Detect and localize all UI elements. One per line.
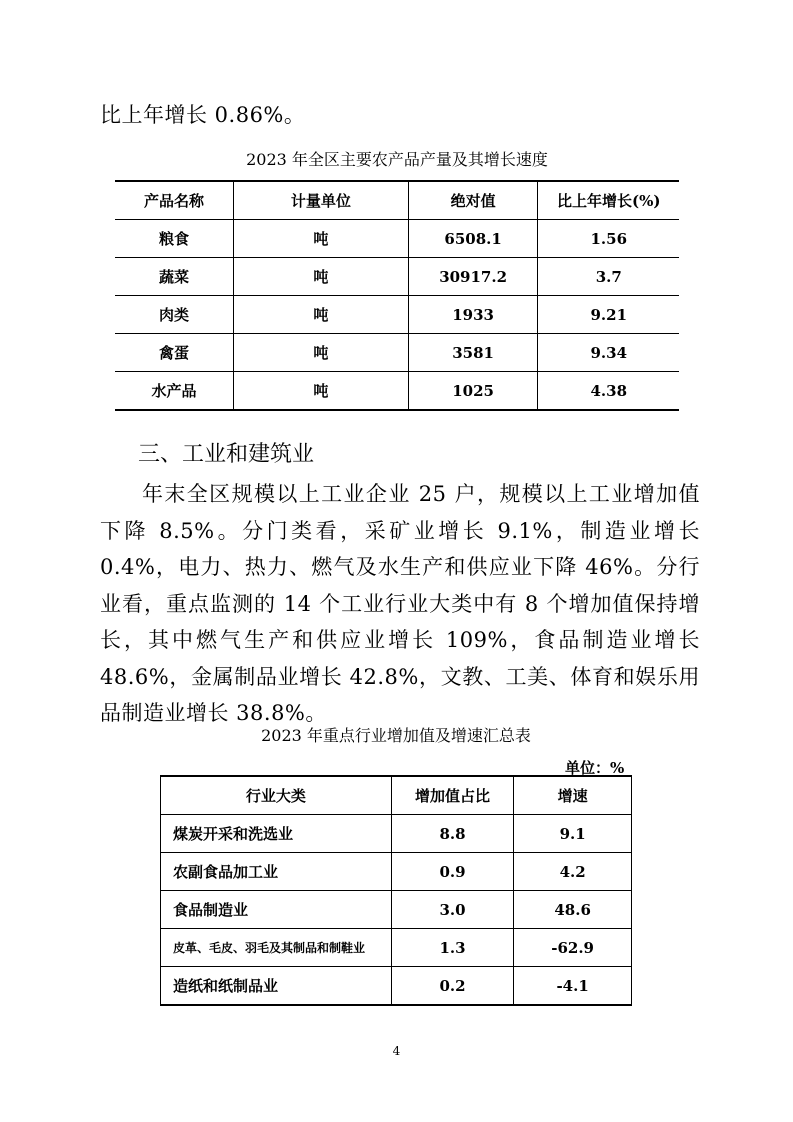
table-header-row [115, 181, 679, 220]
table-cell: 吨 [233, 296, 408, 334]
table-cell: 农副食品加工业 [161, 853, 392, 891]
table-row [115, 296, 679, 334]
table-cell: 4.38 [538, 372, 679, 411]
table2-caption: 2023 年重点行业增加值及增速汇总表 [261, 726, 531, 745]
industry-paragraph: 年末全区规模以上工业企业 25 户，规模以上工业增加值下降 8.5%。分门类看，采矿业增长 9.1%，制造业增长 0.4%，电力、热力、燃气及水生产和供应业下降 46%。分行业看，重点监测的 14 个工业行业大类中有 8 个增加值保持增长，其中燃气生产和供应业增长 109%，食品制造业增长 48.6%，金属制品业增长 42.8%，文教、工美、体育和娱乐用品制造业增长 38.8%。 [100, 482, 700, 725]
table-cell: 0.2 [391, 967, 513, 1006]
table-cell: 1.56 [538, 220, 679, 258]
header-cell: 行业大类 [161, 776, 392, 815]
table-cell: 9.34 [538, 334, 679, 372]
table-cell: 食品制造业 [161, 891, 392, 929]
table-cell: 蔬菜 [115, 258, 233, 296]
table1-caption: 2023 年全区主要农产品产量及其增长速度 [246, 150, 548, 169]
table-row [161, 967, 632, 1006]
table-cell: 3.7 [538, 258, 679, 296]
table-row [115, 372, 679, 411]
table-row [161, 815, 632, 853]
table-cell: -62.9 [514, 929, 632, 967]
table-cell: 皮革、毛皮、羽毛及其制品和制鞋业 [161, 929, 392, 967]
table-cell: 禽蛋 [115, 334, 233, 372]
table-cell: 1025 [408, 372, 538, 411]
header-cell: 产品名称 [115, 181, 233, 220]
table-cell: 1.3 [391, 929, 513, 967]
header-cell: 计量单位 [233, 181, 408, 220]
table-cell: 1933 [408, 296, 538, 334]
table-header-row [161, 776, 632, 815]
table-cell: 8.8 [391, 815, 513, 853]
table-cell: -4.1 [514, 967, 632, 1006]
section-heading: 三、工业和建筑业 [138, 442, 315, 467]
table-cell: 吨 [233, 372, 408, 411]
table-row [161, 929, 632, 967]
table-cell: 3.0 [391, 891, 513, 929]
table-cell: 水产品 [115, 372, 233, 411]
table-row [161, 891, 632, 929]
header-cell: 增加值占比 [391, 776, 513, 815]
table-cell: 9.21 [538, 296, 679, 334]
table-cell: 9.1 [514, 815, 632, 853]
header-cell: 增速 [514, 776, 632, 815]
table-row [115, 220, 679, 258]
table2-unit-label: 单位：% [565, 759, 625, 777]
industry-value-added-table [160, 775, 632, 1006]
table-cell: 肉类 [115, 296, 233, 334]
header-cell: 比上年增长(%) [538, 181, 679, 220]
intro-paragraph-tail: 比上年增长 0.86%。 [100, 103, 306, 127]
table-cell: 吨 [233, 258, 408, 296]
table-cell: 30917.2 [408, 258, 538, 296]
table-cell: 3581 [408, 334, 538, 372]
table-cell: 吨 [233, 220, 408, 258]
table-cell: 吨 [233, 334, 408, 372]
table-cell: 造纸和纸制品业 [161, 967, 392, 1006]
table-cell: 粮食 [115, 220, 233, 258]
table-cell: 4.2 [514, 853, 632, 891]
table-row [161, 853, 632, 891]
table-row [115, 258, 679, 296]
page-number: 4 [392, 1044, 401, 1058]
table-row [115, 334, 679, 372]
agri-products-table [115, 180, 679, 411]
table-cell: 48.6 [514, 891, 632, 929]
table-cell: 煤炭开采和洗选业 [161, 815, 392, 853]
table-cell: 6508.1 [408, 220, 538, 258]
table-cell: 0.9 [391, 853, 513, 891]
header-cell: 绝对值 [408, 181, 538, 220]
